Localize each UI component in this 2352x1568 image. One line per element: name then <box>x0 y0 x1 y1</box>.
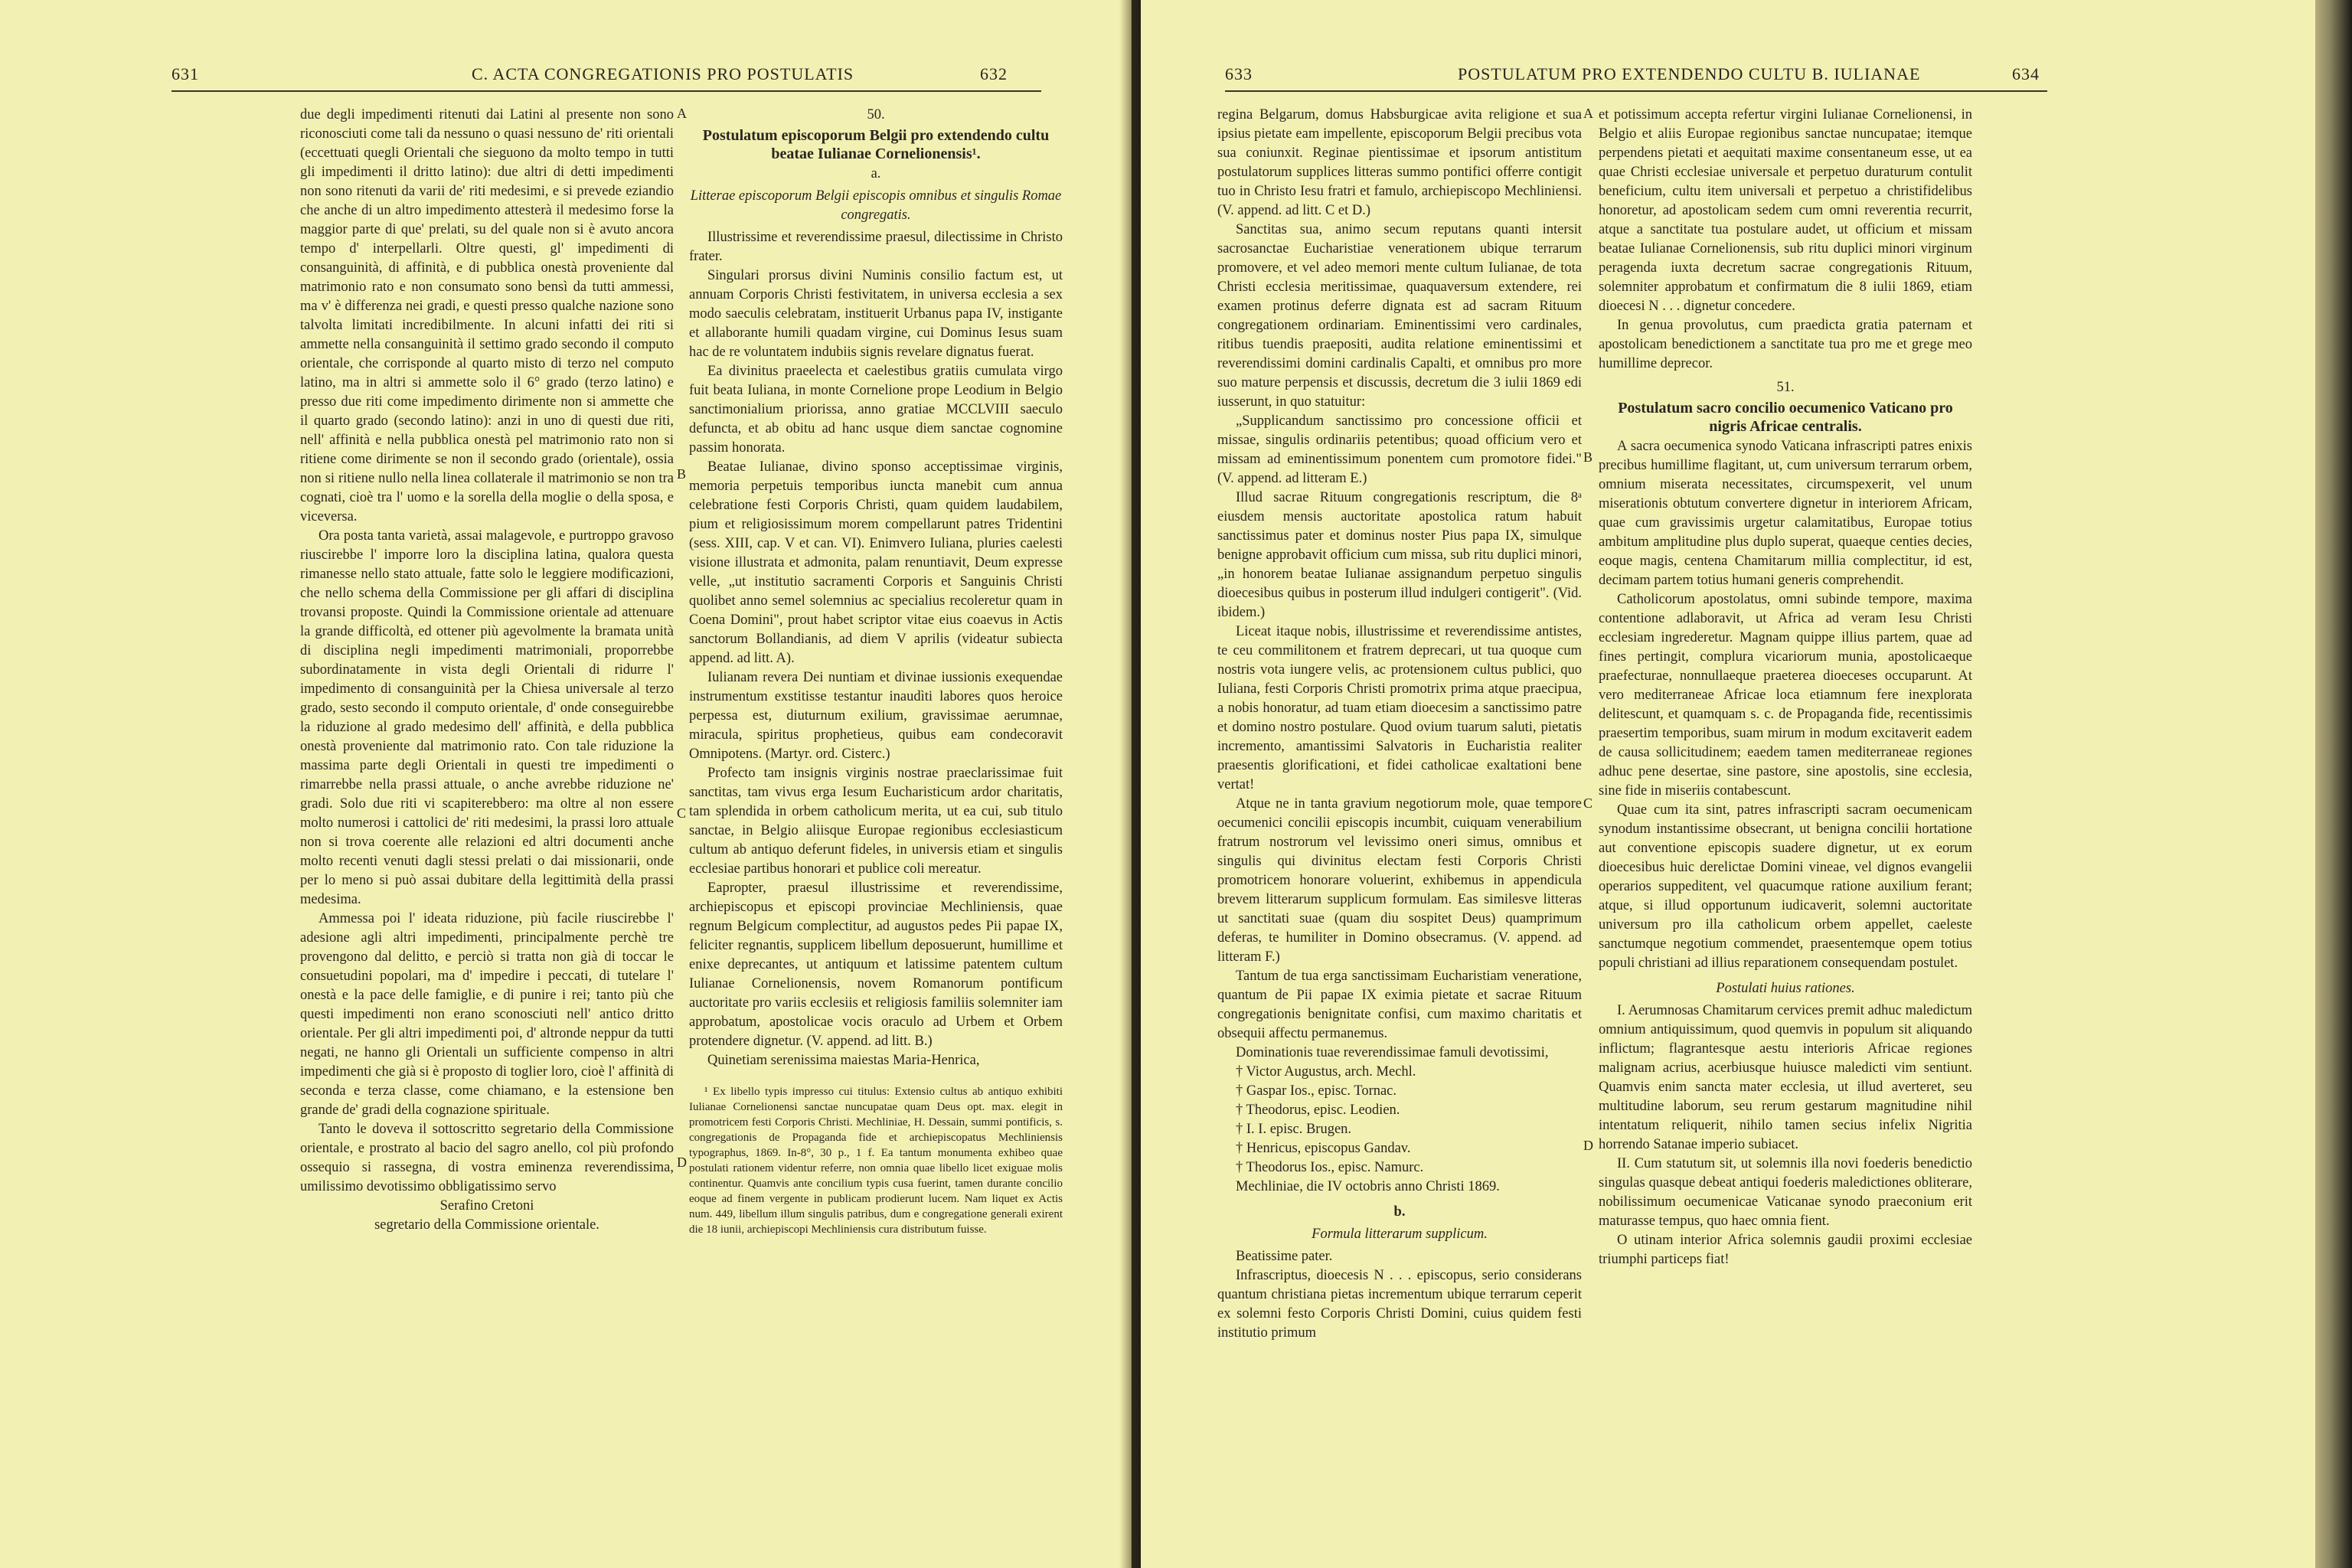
right-page <box>1141 0 2315 1568</box>
page-number-right: 634 <box>2012 64 2040 83</box>
dateline: Mechliniae, die IV octobris anno Christi 1869. <box>1236 1179 1500 1194</box>
paragraph: due degli impedimenti ritenuti dai Latini al presente non sono riconosciuti come tali da nessuno o quasi nessuno de' riti orientali (eccettuati quegli Orientali che sieguono da molto tempo in tutti gli impedimenti il dritto latino): due altri di detti impedimenti non sono ritenuti da varii de' riti medesimi, e si prevede eziandio che anche di un altro impedimento attesterà il medesimo forse la maggior parte di que' prelati, su del quale non si è avuto ancora tempo d' interpellarli. Oltre questi, gl' impedimenti di consanguinità, di affinità, e di pubblica onestà proveniente dal matrimonio rato e non consumato sono bensì da tutti ammessi, ma v' è differenza nei gradi, e questi presso qualche nazione sono talvolta limitati incredibilmente. In alcuni infatti dei riti si ammette nella consanguinità il settimo grado secondo il computo orientale, che corrisponde al quarto misto di terzo nel computo latino, ma in altri si ammette solo il 6° grado (terzo latino) e presso due riti come impedimento dirimente non si ammette che il quarto grado (secondo latino): anzi in uno di questi due riti, nell' affinità e nella pubblica onestà pel matrimonio rato non si ritiene come dirimente se non il secondo grado (orientale), ossia non si ritiene nullo nella linea collaterale il matrimonio se non tra cognati, cioè tra l' uomo e la sorella della moglie o della sposa, e viceversa. <box>300 107 674 524</box>
document-number: 50. <box>867 107 885 122</box>
paragraph: Catholicorum apostolatus, omni subinde tempore, maxima contentione adlaboravit, ut Africa ad veram Iesu Christi ecclesiam ingrederetur. Magnam quippe illius partem, quae ad fines pertingit, complura vicariorum munia, apostolicaeque praefecturae, nonnullaeque praeterea dioeceses occuparunt. At vero mediterraneae Africae loca etiamnum fere inexplorata delitescunt, et quamquam s. c. de Propaganda fide, recentissimis praesertim temporibus, suam mirum in modum excitaverit eadem de causa sollicitudinem; eaedem tamen mediterraneae regiones adhuc pene desertae, sine pastore, sine apostolis, sine ecclesia, sine fide in miseriis contabescunt. <box>1599 592 1972 799</box>
header-rule <box>1225 90 2047 92</box>
header-rule <box>172 90 1041 92</box>
paragraph: Sanctitas sua, animo secum reputans quanti intersit sacrosanctae Eucharistiae venerationem ubique terrarum promovere, et vel adeo memori mente cultum Iulianae, de tota Christi ecclesia meritissimae, quaquaversum extendere, rei examen protinus deferre dignata est ad sacram Rituum congregationem ordinariam. Eminentissimi vero cardinales, ritibus tuendis praepositi, audita relatione eminentissimi et reverendissimi domini cardinalis Capalti, et omnibus pro more suo mature perpensis et discussis, decretum die 3 iulii 1869 edi iusserunt, in quo statuitur: <box>1217 222 1582 410</box>
signature-line: † Henricus, episcopus Gandav. <box>1236 1141 1411 1156</box>
signature-title: segretario della Commissione orientale. <box>374 1217 599 1233</box>
left-page-column-1 <box>300 106 674 1235</box>
section-letter: b. <box>1393 1204 1406 1220</box>
paragraph: Dominationis tuae reverendissimae famuli devotissimi, <box>1236 1045 1549 1060</box>
margin-marker-a: A <box>677 106 687 121</box>
paragraph: Illud sacrae Rituum congregationis rescriptum, die 8ᵃ eiusdem mensis auctoritate apostolica ratum habuit sanctissimus pater et dominus noster Pius papa IX, simulque benigne approbavit officium cum missa, sub ritu duplici minori, „in honorem beatae Iulianae assignandum perpetuo singulis dioecesibus quibus in posterum illud indulgeri contigerit". (Vid. ibidem.) <box>1217 490 1582 620</box>
paragraph: Illustrissime et reverendissime praesul, dilectissime in Christo frater. <box>689 230 1063 264</box>
section-heading: Postulatum episcoporum Belgii pro extendendo cultu beatae Iulianae Cornelionensis¹. <box>702 127 1050 162</box>
paragraph: Ammessa poi l' ideata riduzione, più facile riuscirebbe l' adesione agli altri impedimenti, principalmente perchè tre provengono dal delitto, e perciò si tratta non già di toccar le consuetudini popolari, ma d' impedire i peccati, di tutelare l' onestà e la pace delle famiglie, e di punire i rei; tanto più che questi impedimenti non erano sconosciuti nell' antico dritto orientale. Per gli altri impedimenti poi, d' altronde neppur da tutti negati, ne hanno gli Orientali un sufficiente compenso in altri impedimenti che già si è proposto di toglier loro, cioè l' affinità di seconda e terza classe, come chiamano, e la estensione ben grande de' gradi della cognazione spirituale. <box>300 911 674 1118</box>
signature-line: † I. I. episc. Brugen. <box>1236 1122 1352 1137</box>
running-head-left: C. ACTA CONGREGATIONIS PRO POSTULATIS <box>472 64 854 83</box>
paragraph: In genua provolutus, cum praedicta gratia paternam et apostolicam benedictionem a sanctitate tua pro me et grege meo humillime deprecor. <box>1599 318 1972 371</box>
signature-line: † Victor Augustus, arch. Mechl. <box>1236 1064 1416 1080</box>
paragraph: Tantum de tua erga sanctissimam Eucharistiam veneratione, quantum de Pii papae IX eximia pietate et sacrae Rituum congregationis benignitate confisi, cum maximo charitatis et obsequii affectu permanemus. <box>1217 969 1582 1041</box>
signature-line: † Theodorus, episc. Leodien. <box>1236 1102 1400 1118</box>
paragraph: et potissimum accepta refertur virgini Iulianae Cornelionensi, in Belgio et aliis Europae regionibus sanctae nuncupatae; itemque perpendens pietati et aequitati maxime consentaneum esse, ut ea quae Christi ecclesiae universale et perpetuo duraturum contulit beneficium, cultu item universali et perpetuo a christifidelibus honoretur, ad apostolicam sedem cum omni reverentia recurrit, atque a sanctitate tua postulare audet, ut officium et missam beatae Iulianae Cornelionensis, sub ritu duplici minori virginum peragenda iuxta decretum sacrae congregationis Rituum, solemniter approbatum et confirmatum die 8 iulii 1869, etiam dioecesi N . . . dignetur concedere. <box>1599 107 1972 314</box>
paragraph: Singulari prorsus divini Numinis consilio factum est, ut annuam Corporis Christi festivitatem, in universa ecclesia a sex modo saeculis celebratam, instituerit Urbanus papa IV, instigante et allaborante humili quadam virgine, cui Dominus Iesus suam hac de re voluntatem indubiis signis revelare dignatus fuerat. <box>689 268 1063 360</box>
margin-marker-b: B <box>677 466 687 482</box>
paragraph: Infrascriptus, dioecesis N . . . episcopus, serio considerans quantum christiana pietas incrementum ubique terrarum ceperit ex solemni festo Corporis Christi Domini, cuius quidem festi institutio primum <box>1217 1268 1582 1341</box>
page-number-left: 633 <box>1225 64 1253 83</box>
section-letter: a. <box>871 166 881 181</box>
margin-marker-d: D <box>677 1155 687 1170</box>
margin-marker-c: C <box>1583 795 1593 811</box>
paragraph: Quinetiam serenissima maiestas Maria-Henrica, <box>707 1053 980 1068</box>
left-page-column-2 <box>689 106 1063 1237</box>
rationes-heading: Postulati huius rationes. <box>1716 981 1855 996</box>
paragraph: „Supplicandum sanctissimo pro concessione officii et missae, singulis ordinariis petentibus; quoad officium vero et missam ad eminentissimum ponentem cum promotore fidei." (V. append. ad litteram E.) <box>1217 413 1582 486</box>
footnote: ¹ Ex libello typis impresso cui titulus: Extensio cultus ab antiquo exhibiti Iulianae Cornelionensi sanctae nuncupatae quam Deus opt. max. elegit in promotricem festi Corporis Christi. Mechliniae, H. Dessain, summi pontificis, s. congregationis de Propaganda fide et archiepiscopatus Mechliniensis typographus, 1869. In-8°, 30 p., 1 f. Ea tantum monumenta exhibeo quae postulati rationem videntur referre, non omnia quae libello licet exiguae molis continentur. Quamvis ante concilium typis cusa fuerint, tamen durante concilio eoque ad finem vergente in publicam prodierunt lucem. Nam liquet ex Actis num. 449, libellum illum singulis patribus, dum e congregatione generali exirent die 18 iunii, archiepiscopi Mechliniensis cura distributum fuisse. <box>689 1086 1063 1236</box>
margin-marker-a: A <box>1583 106 1593 121</box>
paragraph: Tanto le doveva il sottoscritto segretario della Commissione orientale, e prostrato al bacio del sagro anello, col più profondo ossequio si rassegna, di vostra eminenza reverendissima, umilissimo devotissimo obbligatissimo servo <box>300 1122 674 1194</box>
signature-line: † Theodorus Ios., episc. Namurc. <box>1236 1160 1424 1175</box>
section-subheading: Litterae episcoporum Belgii episcopis omnibus et singulis Romae congregatis. <box>690 188 1062 223</box>
signature-name: Serafino Cretoni <box>439 1198 534 1214</box>
paragraph: Profecto tam insignis virginis nostrae praeclarissimae fuit sanctitas, tam vivus erga Iesum Eucharisticum ardor charitatis, tam splendida in orbem catholicum merita, ut ea cui, sub titulo sanctae, in Belgio aliisque Europae regionibus ecclesiasticum cultum ab antiquo deferunt fideles, in universis etiam et singulis ecclesiae partibus honorari et publice coli mereatur. <box>689 766 1063 877</box>
margin-marker-d: D <box>1583 1138 1593 1153</box>
page-number-left: 631 <box>172 64 199 83</box>
paragraph: I. Aerumnosas Chamitarum cervices premit adhuc maledictum omnium antiquissimum, quod quemvis in populum sit aliquando inflictum; flagrantesque aestu interioris Africae regiones malignam acrius, acerbiusque huiusce maledicti vim sentiunt. Quamvis enim sancta mater ecclesia, ut illud averteret, seu multitudine laborum, seu rerum gestarum magnitudine nihil intentatum reliquerit, nihilo tamen secius infelix Nigritia horrendo Satanae imperio subiacet. <box>1599 1003 1972 1152</box>
paragraph: Ea divinitus praeelecta et caelestibus gratiis cumulata virgo fuit beata Iuliana, in monte Cornelione prope Leodium in Belgio sanctimonialium priorissa, anno gratiae MCCLVIII saeculo defuncta, et ab obitu ad hanc usque diem sanctae cognomine passim honorata. <box>689 364 1063 456</box>
right-page-column-1 <box>1217 106 1582 1343</box>
left-page <box>0 0 1132 1568</box>
paragraph: Eapropter, praesul illustrissime et reverendissime, archiepiscopus et episcopi provinciae Mechliniensis, quae regnum Belgicum complectitur, ad augustos pedes Pii papae IX, feliciter regnantis, supplicem libellum deposuerunt, humillime et enixe deprecantes, ut antiquum et latissime patentem cultum Iulianae Cornelionensis, novem Romanorum pontificum auctoritate pro variis ecclesiis et religiosis familiis solemniter iam approbatum, apostolicae vocis oraculo ad Urbem et Orbem protendere dignetur. (V. append. ad litt. B.) <box>689 880 1063 1049</box>
document-number: 51. <box>1776 380 1795 395</box>
formula-heading: Formula litterarum supplicum. <box>1312 1227 1488 1242</box>
section-heading: Postulatum sacro concilio oecumenico Vaticano pro nigris Africae centralis. <box>1618 400 1953 435</box>
paragraph: Beatae Iulianae, divino sponso acceptissimae virginis, memoria perpetuis temporibus iuncta manebit cum annua celebratione festi Corporis Christi, quam quidem laudabilem, pium et religiosissimum morem compellarunt patres Tridentini (sess. XIII, cap. V et can. VI). Enimvero Iuliana, pluries caelesti visione illustrata et admonita, palam renuntiavit, Deum expresse velle, „ut institutio sacramenti Corporis et Sanguinis Christi quolibet anno semel solemnius ac specialius recoleretur quam in Coena Domini", prout habet scriptor vitae eius coaevus in Actis sanctorum Bollandianis, ad diem V aprilis (videatur subiecta append. ad litt. A). <box>689 459 1063 666</box>
paragraph: A sacra oecumenica synodo Vaticana infrascripti patres enixis precibus humillime flagitant, ut, cum universum terrarum orbem, omnium miserata necessitates, circumspexerit, vel unum miserationis obtutum convertere dignetur in interiorem Africam, quae cum gravissimis urgetur calamitatibus, Europae totius ambitum amplitudine plus duplo superat, quaeque centies decies, eoque magis, centena Chamitarum millia complectitur, id est, decimam partem totius humani generis comprehendit. <box>1599 439 1972 588</box>
book-page-edge <box>2315 0 2352 1568</box>
paragraph: O utinam interior Africa solemnis gaudii proximi ecclesiae triumphi particeps fiat! <box>1599 1233 1972 1267</box>
paragraph: regina Belgarum, domus Habsburgicae avita religione et sua ipsius pietate eam impellente, episcoporum Belgii precibus vota sua coniunxit. Reginae pientissimae et ipsorum antistitum postulatorum supplices litteras summo pontifici offerre contigit tuo in Christo Iesu fratri et famulo, archiepiscopo Mechliniensi. (V. append. ad litt. C et D.) <box>1217 107 1582 218</box>
paragraph: Quae cum ita sint, patres infrascripti sacram oecumenicam synodum instantissime obsecrant, ut benigna concilii hortatione aut conventione episcopis suadere dignetur, ut ex eorum dioecesibus huic derelictae Domini vineae, vel dignos evangelii operarios suppeditent, vel quacumque ratione auxilium ferant; atque, si illud opportunum iudicaverit, solemni auctoritate universum pro illa catholicum orbem appellet, caeleste sanctumque negotium commendet, praesentemque opem totius populi christiani ad illius reparationem consequendam postulet. <box>1599 802 1972 971</box>
margin-marker-c: C <box>677 805 687 821</box>
margin-marker-b: B <box>1583 449 1593 465</box>
right-page-column-2 <box>1599 106 1972 1269</box>
page-number-right: 632 <box>980 64 1008 83</box>
paragraph: Atque ne in tanta gravium negotiorum mole, quae tempore oecumenici concilii episcopis incumbit, cuiquam venerabilium fratrum nostrorum vel levissimo oneri simus, omnibus et singulis qui divinitus electam festi Corporis Christi promotricem honorare voluerint, exhibemus in appendicula brevem litterarum supplicum formulam. Eas similesve litteras ut sanctitati suae (quam diu sospitet Deus) quamprimum deferas, te humiliter in Domino obsecramus. (V. append. ad litteram F.) <box>1217 796 1582 965</box>
paragraph: Ora posta tanta varietà, assai malagevole, e purtroppo gravoso riuscirebbe l' imporre loro la disciplina latina, qualora questa rimanesse nello stato attuale, fatte solo le leggiere modificazioni, che nello schema della Commissione per gli affari di disciplina trovansi proposte. Quindi la Commissione orientale ad attenuare la grande difficoltà, ed ottener più agevolmente la bramata unità di disciplina negli impedimenti matrimoniali, proporrebbe subordinatamente in vista degli Orientali di ridurre l' impedimento di consanguinità per la Chiesa universale al terzo grado, sesto secondo il computo orientale, d' onde conseguirebbe la riduzione al grado medesimo dell' affinità, e della pubblica onestà proveniente dal matrimonio rato. Con tale riduzione la massima parte degli Orientali in questi tre impedimenti o rimarrebbe nella prassi attuale, o anche avrebbe riduzione ne' gradi. Solo due riti vi scapiterebbero: ma oltre al non essere molto numerosi i cattolici de' riti medesimi, la prassi loro attuale non si trova coerente alle relazioni ed altri documenti anche molto recenti venuti dagli stessi prelati o dai missionarii, onde per lo meno si può assai dubitare della legittimità della prassi medesima. <box>300 528 674 907</box>
paragraph: Liceat itaque nobis, illustrissime et reverendissime antistes, te ceu commilitonem et fratrem deprecari, ut tua quoque cum nostris vota iungere velis, ac protensionem cultus publici, quo Iuliana, festi Corporis Christi promotrix prima atque praecipua, a nobis honoratur, ad tuam etiam dioecesim a sanctissimo patre et domino nostro postulare. Quod ovium tuarum saluti, pietatis incremento, amantissimi Salvatoris in Eucharistia realiter praesentis glorificationi, et fidei catholicae exaltationi bene vertat! <box>1217 624 1582 792</box>
paragraph: Iulianam revera Dei nuntiam et divinae iussionis exequendae instrumentum exstitisse testantur inaudìti labores quos heroice perpessa est, diuturnum exilium, gravissimae aerumnae, miracula, spiritus prophetieus, quibus eam condecoravit Omnipotens. (Martyr. ord. Cisterc.) <box>689 670 1063 762</box>
running-head-right: POSTULATUM PRO EXTENDENDO CULTU B. IULIANAE <box>1458 64 1921 83</box>
signature-line: † Gaspar Ios., episc. Tornac. <box>1236 1083 1397 1099</box>
salutation: Beatissime pater. <box>1236 1249 1333 1264</box>
paragraph: II. Cum statutum sit, ut solemnis illa novi foederis benedictio singulas quasque debeat antiqui foederis maledictiones obliterare, nobilissimum oecumenicae Vaticanae synodo praeconium erit maturasse tempus, quo haec omnia fient. <box>1599 1156 1972 1229</box>
